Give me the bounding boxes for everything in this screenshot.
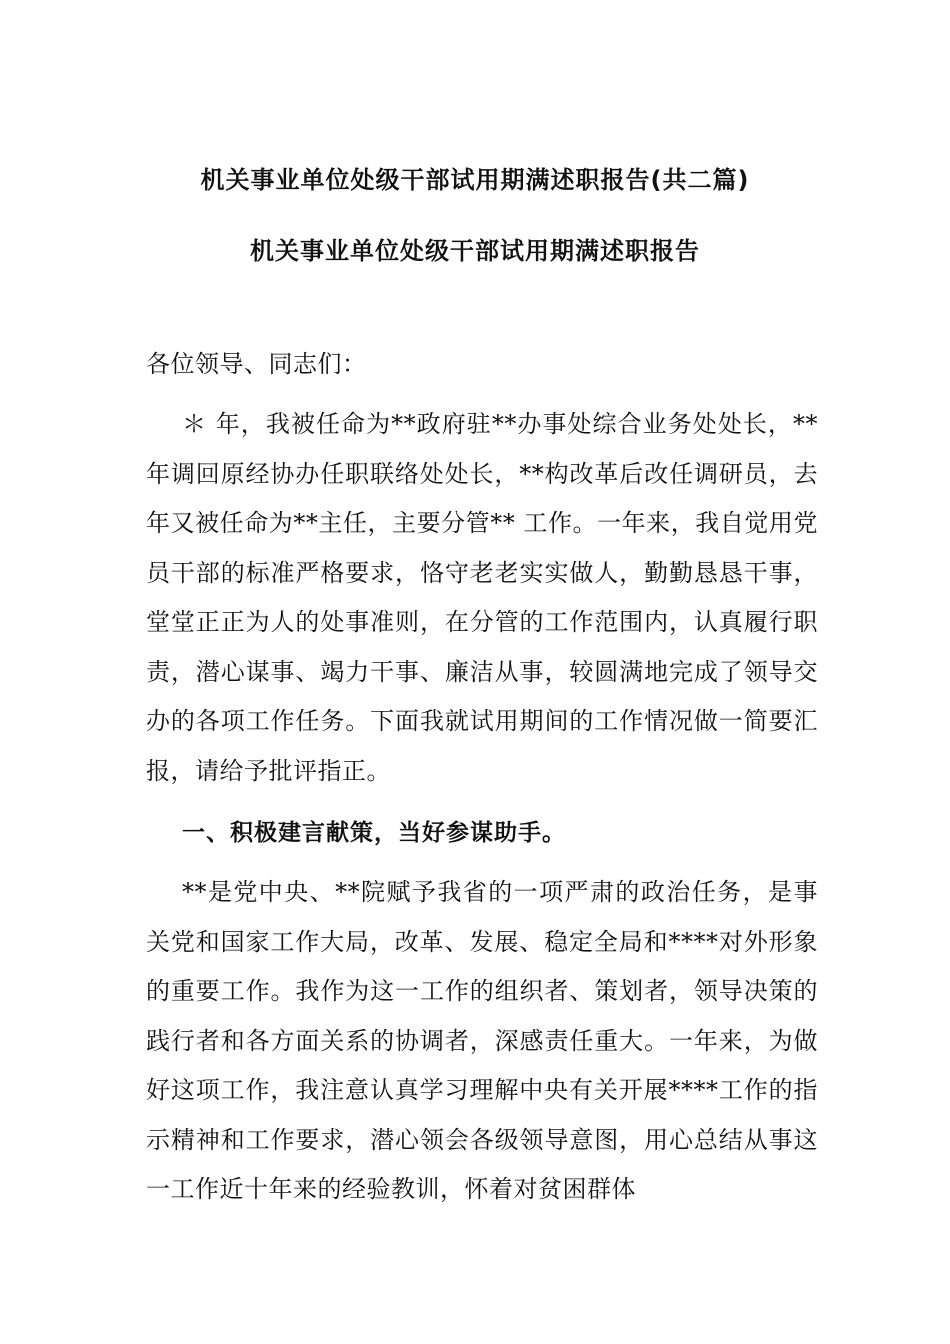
document-subtitle: 机关事业单位处级干部试用期满述职报告 [250, 237, 700, 265]
document-title: 机关事业单位处级干部试用期满述职报告(共二篇) [200, 166, 750, 194]
paragraph-intro: ＊ 年，我被任命为**政府驻**办事处综合业务处处长，**年调回原经协办任职联络处处长，**构改革后改任调研员，去年又被任命为**主任，主要分管** 工作。一年来，我自觉用党员干部的标准严格要求，恪守老老实实做人，勤勤恳恳干事，堂堂正正为人的处事准则，在分管的工作范围内，认真履行职责，潜心谋事、竭力干事、廉洁从事，较圆满地完成了领导交办的各项工作任务。下面我就试用期间的工作情况做一简要汇报，请给予批评指正。 [146, 410, 818, 785]
section-heading-1: 一、积极建言献策，当好参谋助手。 [182, 820, 566, 846]
salutation: 各位领导、同志们： [146, 350, 367, 378]
paragraph-section-1: **是党中央、**院赋予我省的一项严肃的政治任务，是事关党和国家工作大局，改革、发展、稳定全局和****对外形象的重要工作。我作为这一工作的组织者、策划者，领导决策的践行者和各方面关系的协调者，深感责任重大。一年来，为做好这项工作，我注意认真学习理解中央有关开展****工作的指示精神和工作要求，潜心领会各级领导意图，用心总结从事这一工作近十年来的经验教训，怀着对贫困群体 [146, 878, 818, 1203]
